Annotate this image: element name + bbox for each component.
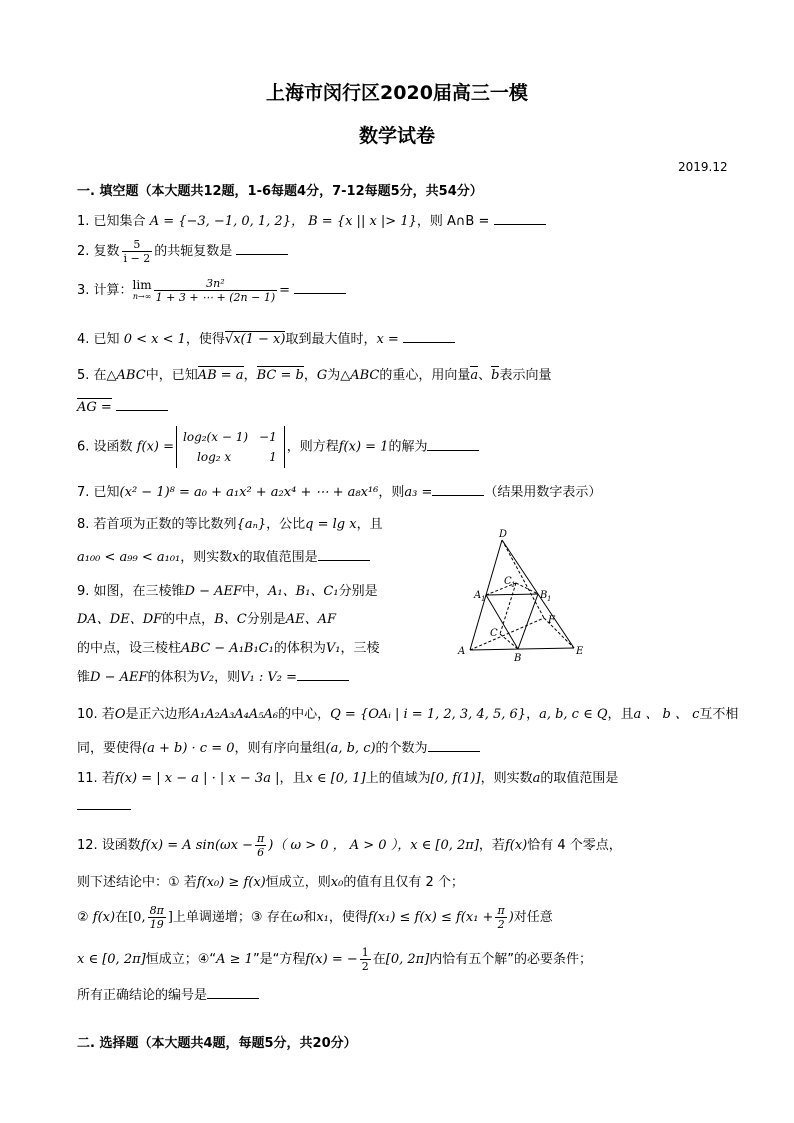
q4-x: x = <box>376 332 399 347</box>
q12-text-j: ，使得 <box>328 910 368 925</box>
q8-answer-blank[interactable] <box>318 548 370 561</box>
label-a1-sub: 1 <box>481 595 486 603</box>
q10-center: O <box>114 707 126 722</box>
q2-answer-blank[interactable] <box>236 242 288 255</box>
q9-ratio: V₁ : V₂ = <box>240 670 298 685</box>
section-2-heading: 二. 选择题（本大题共4题，每题5分，共20分） <box>77 1036 357 1051</box>
q12-answer-blank[interactable] <box>207 986 259 999</box>
q12-ask: 所有正确结论的编号是 <box>77 988 208 1003</box>
q12-text-d: 则下述结论中：① 若 <box>77 875 197 890</box>
q12-fx-2: f(x) <box>92 910 116 925</box>
q10-text-g: 同，要使得 <box>77 741 143 756</box>
q2-denominator: i − 2 <box>123 252 151 265</box>
q4-answer-blank[interactable] <box>403 330 455 343</box>
label-a: A <box>458 646 466 657</box>
q9-text-e: 分别是 <box>246 612 286 627</box>
q12-omega: ω <box>292 910 304 925</box>
q9-v2: V₂ <box>199 670 215 685</box>
question-2 <box>77 238 288 265</box>
document-title: 上海市闵行区2020届高三一模 <box>266 82 528 104</box>
q12-text-m: ”是“方程 <box>252 952 306 967</box>
q4-sqrt-expression: √x(1 − x) <box>224 332 286 347</box>
q12-text-h: 上单调递增；③ 存在 <box>172 910 293 925</box>
q8-text-b: ，公比 <box>266 517 306 532</box>
label-e: E <box>576 646 584 657</box>
q10-ask: 的个数为 <box>375 741 428 756</box>
q11-a: a <box>532 771 541 786</box>
q12-text-k: 对任意 <box>513 910 553 925</box>
q10-set: Q = {OAᵢ | i = 1, 2, 3, 4, 5, 6} <box>330 707 527 722</box>
question-8-line-2 <box>77 546 370 565</box>
q12-domain-3: [0, 2π] <box>385 952 430 967</box>
q8-text-d: ，则实数 <box>180 550 233 565</box>
q6-cell-21: log₂ x <box>197 450 232 464</box>
q2-numerator: 5 <box>122 238 153 252</box>
q2-ask: 的共轭复数是 <box>154 244 233 259</box>
q12-x0: x₀ <box>330 875 344 890</box>
q5-comma: ， <box>243 368 257 383</box>
question-7 <box>77 481 601 500</box>
q6-determinant <box>176 426 285 468</box>
q12-text-g: 在 <box>115 910 129 925</box>
q12-two: 2 <box>497 918 505 931</box>
q8-x: x <box>232 550 240 565</box>
q12-8pi: 8π <box>149 904 164 917</box>
q8-ratio: q = lg x <box>305 517 357 532</box>
question-5-line-2 <box>77 398 168 415</box>
q5-text-e: 的重心，用向量 <box>379 368 471 383</box>
q10-text-e: ，且 <box>607 707 634 722</box>
q10-condition: (a + b) · c = 0 <box>142 741 235 756</box>
question-1 <box>77 210 546 229</box>
q11-text-a: 11. 若 <box>77 771 115 786</box>
q1-set-a: A = {−3, −1, 0, 1, 2} <box>149 214 291 229</box>
q3-text: 3. 计算： <box>77 283 133 298</box>
q5-text-b: 中，已知 <box>145 368 198 383</box>
q1-answer-blank[interactable] <box>494 212 546 225</box>
q6-ask: 的解为 <box>388 439 428 455</box>
q4-range: 0 < x < 1 <box>123 332 186 347</box>
question-9 <box>77 580 378 599</box>
q5-text-d: 为△ <box>327 368 351 383</box>
label-a1: A <box>474 590 482 601</box>
question-4 <box>77 328 455 347</box>
q6-function: f(x) = <box>136 439 174 455</box>
q4-post: 取到最大值时， <box>285 332 377 347</box>
q6-cell-12: −1 <box>259 430 277 444</box>
q8-ask: 的取值范围是 <box>239 550 318 565</box>
label-c: C <box>490 628 498 639</box>
question-8 <box>77 513 383 532</box>
q12-equation: f(x) = − <box>305 952 358 967</box>
q12-text-c: 恰有 4 个零点， <box>527 838 622 853</box>
q7-mid: ，则 <box>378 485 405 500</box>
q9-v1: V₁ <box>325 641 341 656</box>
q12-text-b: ，若 <box>478 838 505 853</box>
question-12-line-5 <box>77 984 259 1003</box>
q6-equation: f(x) = 1 <box>338 439 389 455</box>
question-9-line-4 <box>77 666 349 685</box>
q6-cell-22: 1 <box>269 450 277 464</box>
question-3 <box>77 277 346 304</box>
q12-fraction-pi6 <box>255 832 266 859</box>
q9-edges: DA、DE、DF <box>77 612 163 627</box>
q6-text: 6. 设函数 <box>77 439 133 455</box>
q11-text-b: ，且 <box>279 771 306 786</box>
q9-tetrahedron: D − AEF <box>184 584 243 599</box>
q1-ask: ，则 A∩B = <box>416 214 490 229</box>
q10-text-a: 10. 若 <box>77 707 115 722</box>
q9-text-g: 的体积为 <box>273 641 326 656</box>
q9-text-a: 9. 如图，在三棱锥 <box>77 584 185 599</box>
edge-ae <box>470 648 574 650</box>
q10-text-h: ，则有序向量组 <box>234 741 326 756</box>
q9-text-c: 分别是 <box>338 584 378 599</box>
q3-denominator: 1 + 3 + ⋯ + (2n − 1) <box>155 291 276 304</box>
q9-text-h: ，三棱 <box>340 641 380 656</box>
tetrahedron-figure <box>452 526 588 666</box>
question-12-line-4 <box>77 946 592 973</box>
q12-function: f(x) = A sin(ωx − <box>140 838 254 853</box>
q10-answer-blank[interactable] <box>428 739 480 752</box>
q5-text-f: 表示向量 <box>499 368 552 383</box>
q9-text-i: 锥 <box>77 670 91 685</box>
q2-text: 2. 复数 <box>77 244 120 259</box>
q10-text-b: 是正六边形 <box>125 707 191 722</box>
q9-text-f: 的中点，设三棱柱 <box>77 641 182 656</box>
q8-sequence: {aₙ} <box>236 517 267 532</box>
q5-vector-ab: AB = a <box>197 368 244 383</box>
q12-text-e: 恒成立，则 <box>265 875 331 890</box>
q12-text-l: 恒成立；④“ <box>145 952 217 967</box>
q12-two-2: 2 <box>361 960 369 973</box>
question-11 <box>77 767 618 786</box>
q9-points-bc: B、C <box>214 612 247 627</box>
q12-close: ) <box>268 838 274 853</box>
q11-text-c: 上的值域为 <box>365 771 431 786</box>
edge-c1c <box>500 583 516 634</box>
q12-19: 19 <box>149 918 164 931</box>
q12-condition: （ ω > 0 ， A > 0 ） <box>273 838 398 853</box>
q12-domain: ，x ∈ [0, 2π] <box>397 838 479 853</box>
q7-expansion: (x² − 1)⁸ = a₀ + a₁x² + a₂x⁴ + ⋯ + a₈x¹⁶ <box>119 485 379 500</box>
q10-hexagon: A₁A₂A₃A₄A₅A₆ <box>190 707 279 722</box>
q11-text-d: ，则实数 <box>480 771 533 786</box>
question-10-line-2 <box>77 737 480 756</box>
section-1-heading: 一. 填空题（本大题共12题，1-6每题4分，7-12每题5分，共54分） <box>77 184 483 199</box>
q9-points: A₁、B₁、C₁ <box>268 584 339 599</box>
label-c1: C <box>504 576 512 587</box>
q11-function: f(x) = | x − a | · | x − 3a | <box>114 771 280 786</box>
q12-pi-2: π <box>497 904 505 917</box>
label-b: B <box>514 653 522 664</box>
question-9-line-3 <box>77 637 379 656</box>
q3-fraction <box>154 277 278 304</box>
q9-text-b: 中， <box>242 584 269 599</box>
q11-domain: x ∈ [0, 1] <box>305 771 366 786</box>
q4-text: 4. 已知 <box>77 332 120 347</box>
q3-answer-blank[interactable] <box>294 281 346 294</box>
q5-point-g: G <box>316 368 328 383</box>
question-12-line-3 <box>77 904 553 931</box>
question-9-line-2 <box>77 608 336 627</box>
edge-af <box>470 618 544 650</box>
q6-cell-11: log₂(x − 1) <box>183 430 249 444</box>
q7-note: （结果用数字表示） <box>484 485 602 500</box>
q9-answer-blank[interactable] <box>297 668 349 681</box>
q10-tuple: (a, b, c) <box>325 741 376 756</box>
q12-domain-2: x ∈ [0, 2π] <box>77 952 146 967</box>
q7-answer-blank[interactable] <box>432 483 484 496</box>
question-12-line-2 <box>77 871 464 890</box>
q10-vectors: a 、 b 、 c <box>633 707 700 722</box>
q12-six: 6 <box>257 846 265 859</box>
q12-fx: f(x) <box>504 838 528 853</box>
q3-lim-word: lim <box>132 277 152 292</box>
label-c1-sub: 1 <box>511 581 516 589</box>
q5-triangle: ABC <box>116 368 146 383</box>
q12-text-o: 内恰有五个解”的必要条件； <box>429 952 593 967</box>
q1-text: 1. 已知集合 <box>77 214 146 229</box>
q12-fraction-8pi19 <box>148 904 166 931</box>
q8-text-a: 8. 若首项为正数的等比数列 <box>77 517 237 532</box>
q12-close-2: ) <box>508 910 514 925</box>
q12-text-i: 和 <box>303 910 317 925</box>
q3-numerator: 3n² <box>154 277 278 291</box>
label-d: D <box>499 529 508 540</box>
q6-answer-blank[interactable] <box>427 438 479 451</box>
q12-a-ge-1: A ≥ 1 <box>216 952 253 967</box>
q12-text-n: 在 <box>372 952 386 967</box>
q3-limit <box>132 277 152 302</box>
q12-inequality: f(x₀) ≥ f(x) <box>196 875 266 890</box>
q12-x1: x₁ <box>316 910 329 925</box>
document-subtitle: 数学试卷 <box>358 125 435 147</box>
q9-text-j: 的体积为 <box>147 670 200 685</box>
q10-membership: a, b, c ∈ Q <box>539 707 608 722</box>
question-12 <box>77 832 622 859</box>
q5-answer-blank[interactable] <box>116 398 168 411</box>
q5-text-c: ， <box>303 368 317 383</box>
q5-vector-bc: BC = b <box>256 368 304 383</box>
q7-a3: a₃ = <box>404 485 433 500</box>
q2-fraction <box>122 238 153 265</box>
q9-text-d: 的中点， <box>162 612 215 627</box>
q12-text-f: 的值有且仅有 2 个； <box>343 875 464 890</box>
q12-interval-open: [0, <box>128 910 146 925</box>
label-b1: B <box>540 590 548 601</box>
q11-range: [0, f(1)] <box>430 771 481 786</box>
q5-sep: 、 <box>478 368 492 383</box>
label-f: F <box>548 615 555 626</box>
q9-edges-ae-af: AE、AF <box>285 612 337 627</box>
question-5 <box>77 364 552 383</box>
q10-text-c: 的中心， <box>278 707 331 722</box>
q12-interval-close: ] <box>167 910 173 925</box>
q8-text-c: ，且 <box>356 517 383 532</box>
label-b1-sub: 1 <box>547 595 552 603</box>
q12-pi: π <box>257 832 265 845</box>
q10-text-d: ， <box>526 707 540 722</box>
q10-text-f: 互不相 <box>699 707 739 722</box>
q9-tetrahedron-2: D − AEF <box>90 670 148 685</box>
q3-lim-sub: n→∞ <box>132 291 152 301</box>
q12-text-a: 12. 设函数 <box>77 838 141 853</box>
document-date: 2019.12 <box>678 160 728 174</box>
question-6 <box>77 426 479 468</box>
q8-inequality: a₁₀₀ < a₉₉ < a₁₀₁ <box>77 550 181 565</box>
question-10 <box>77 703 738 722</box>
q9-prism: ABC − A₁B₁C₁ <box>181 641 274 656</box>
q11-answer-blank[interactable] <box>77 797 131 810</box>
q12-item-2: ② <box>77 910 89 925</box>
q7-text: 7. 已知 <box>77 485 120 500</box>
q11-ask: 的取值范围是 <box>540 771 619 786</box>
q5-text-a: 5. 在△ <box>77 368 117 383</box>
q4-mid: ，使得 <box>185 332 225 347</box>
q12-one: 1 <box>361 946 369 959</box>
q3-equals: = <box>279 283 291 298</box>
q12-chain: f(x₁) ≤ f(x) ≤ f(x₁ + <box>367 910 494 925</box>
q5-vector-b: b <box>491 368 500 383</box>
q12-fraction-half <box>360 946 371 973</box>
q5-vector-a: a <box>470 368 479 383</box>
q5-triangle-2: ABC <box>350 368 380 383</box>
q5-vector-ag: AG = <box>77 400 112 415</box>
q1-set-b: ， B = {x || x |> 1} <box>290 214 417 229</box>
q9-text-k: ，则 <box>214 670 241 685</box>
q12-fraction-pi2 <box>495 904 506 931</box>
q6-mid: ，则方程 <box>286 439 339 455</box>
